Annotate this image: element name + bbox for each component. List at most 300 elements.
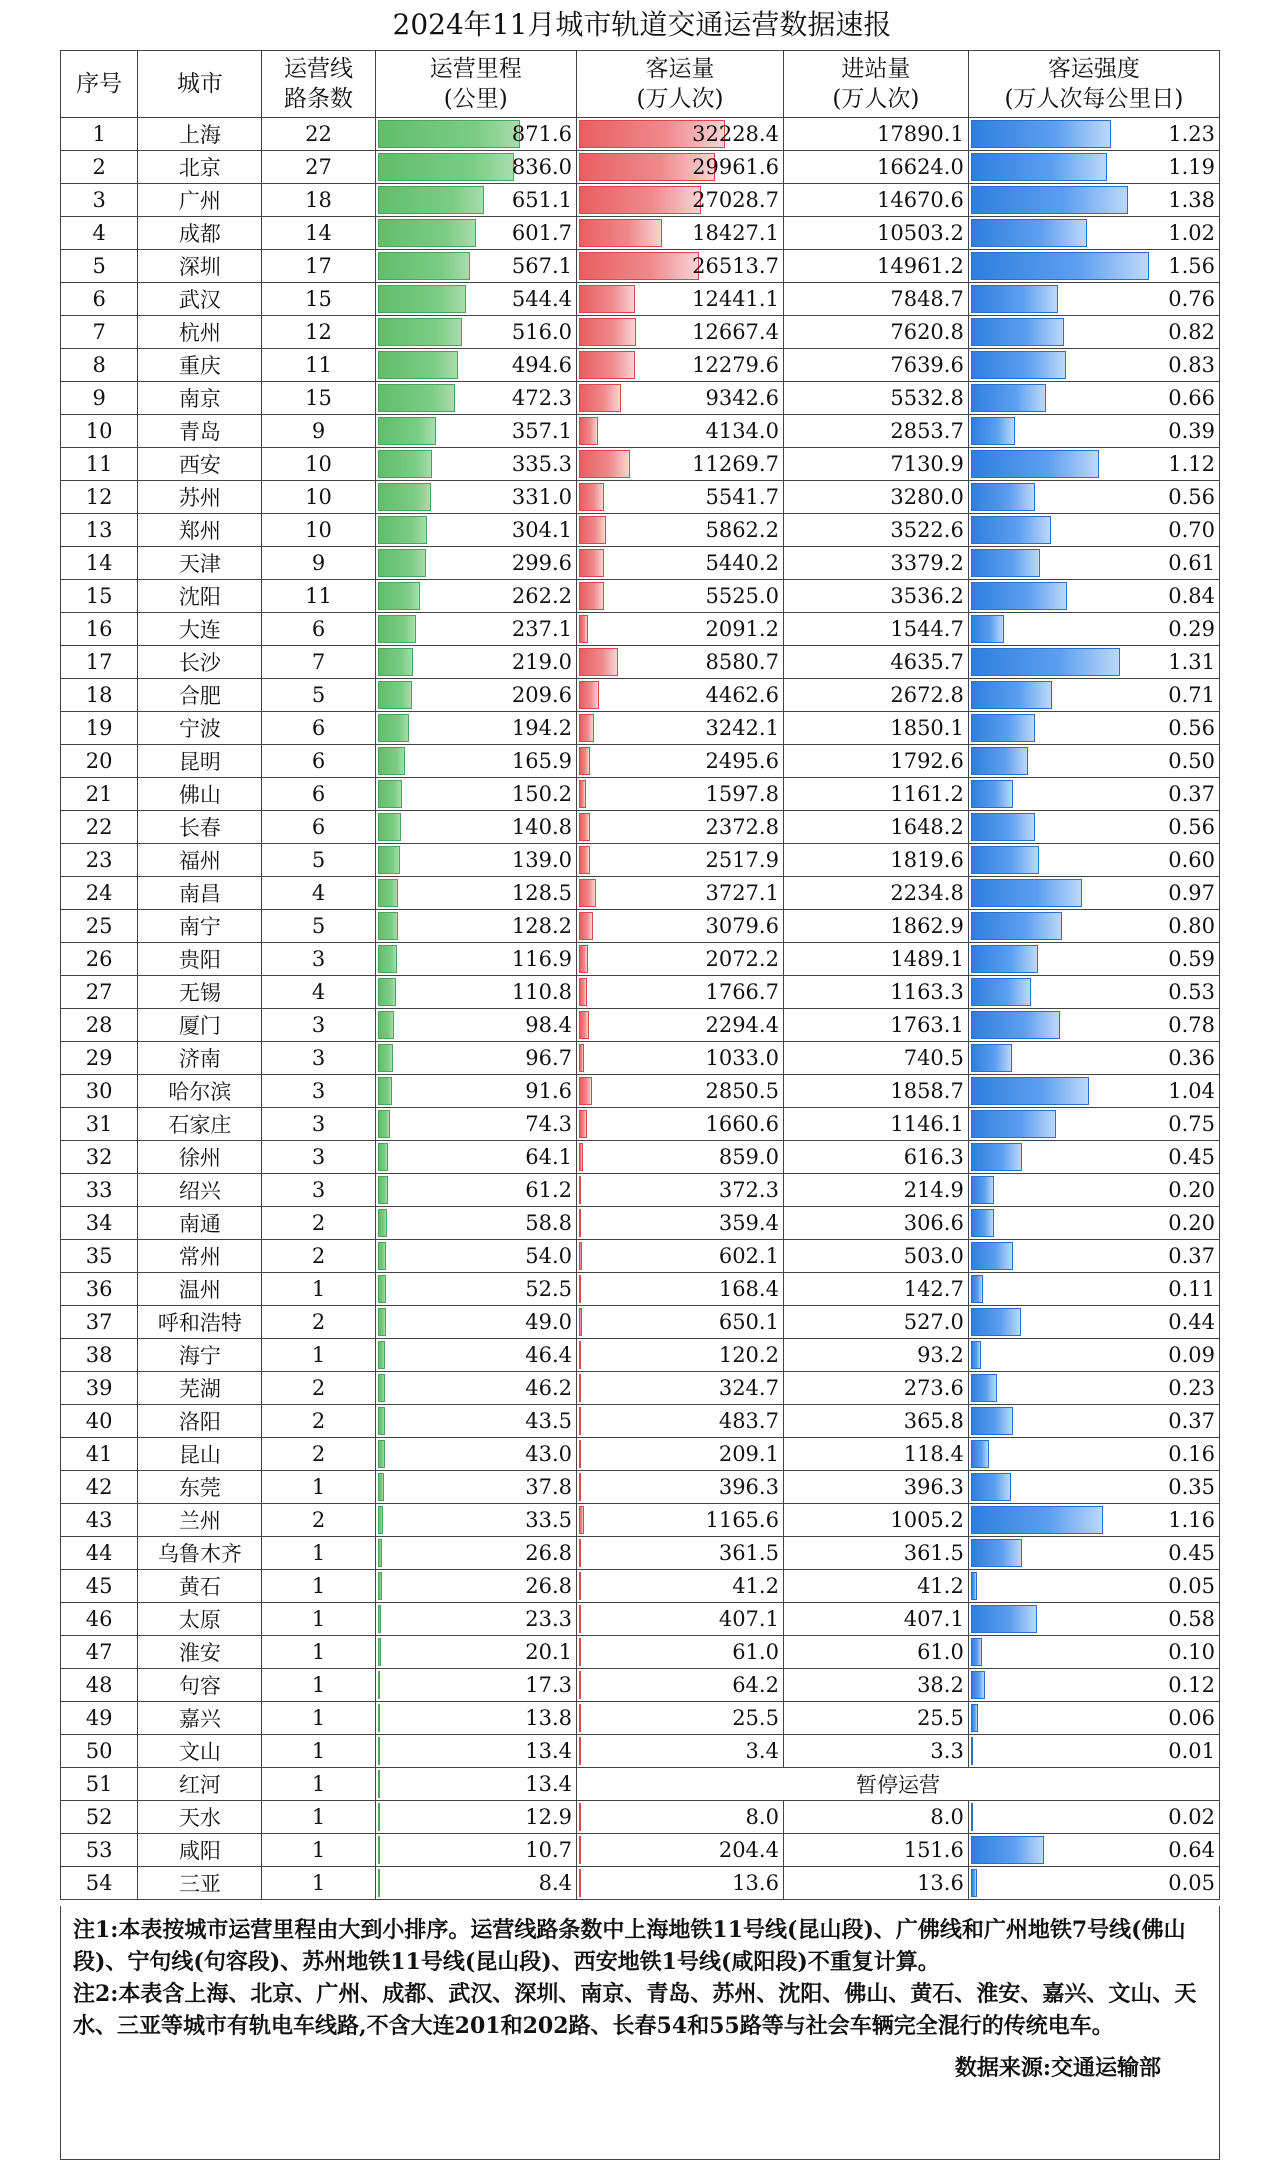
mileage-bar xyxy=(378,1737,380,1765)
table-row xyxy=(61,481,1220,514)
intensity-bar xyxy=(971,813,1035,841)
intensity-bar xyxy=(971,681,1052,709)
intensity-value: 1.56 xyxy=(1168,254,1215,278)
passenger-value: 61.0 xyxy=(732,1640,779,1664)
row-city: 咸阳 xyxy=(138,1834,262,1867)
passenger-bar xyxy=(579,1143,583,1171)
intensity-cell xyxy=(968,1174,1219,1207)
passenger-value: 29961.6 xyxy=(692,155,779,179)
row-index: 43 xyxy=(61,1504,138,1537)
intensity-cell xyxy=(968,1141,1219,1174)
intensity-cell xyxy=(968,250,1219,283)
passenger-value: 2850.5 xyxy=(705,1079,779,1103)
table-row xyxy=(61,679,1220,712)
table-row xyxy=(61,613,1220,646)
row-index: 20 xyxy=(61,745,138,778)
mileage-cell xyxy=(375,1339,576,1372)
row-city: 成都 xyxy=(138,217,262,250)
passenger-value: 120.2 xyxy=(718,1343,779,1367)
mileage-bar xyxy=(378,1638,381,1666)
mileage-bar xyxy=(378,450,433,478)
passenger-value: 18427.1 xyxy=(692,221,779,245)
row-entry: 7130.9 xyxy=(783,448,968,481)
passenger-value: 5440.2 xyxy=(705,551,779,575)
passenger-value: 1660.6 xyxy=(705,1112,779,1136)
passenger-value: 26513.7 xyxy=(692,254,779,278)
intensity-value: 0.78 xyxy=(1168,1013,1215,1037)
intensity-value: 0.29 xyxy=(1168,617,1215,641)
intensity-value: 0.20 xyxy=(1168,1178,1215,1202)
row-entry: 527.0 xyxy=(783,1306,968,1339)
table-row xyxy=(61,1669,1220,1702)
row-entry: 740.5 xyxy=(783,1042,968,1075)
intensity-bar xyxy=(971,1473,1011,1501)
passenger-value: 3079.6 xyxy=(705,914,779,938)
intensity-value: 0.84 xyxy=(1168,584,1215,608)
intensity-bar xyxy=(971,1572,977,1600)
mileage-bar xyxy=(378,1143,388,1171)
row-lines: 10 xyxy=(262,448,375,481)
intensity-value: 0.02 xyxy=(1168,1805,1215,1829)
mileage-cell xyxy=(375,250,576,283)
passenger-cell xyxy=(577,1339,784,1372)
passenger-bar xyxy=(579,1704,581,1732)
table-row xyxy=(61,1240,1220,1273)
mileage-value: 299.6 xyxy=(511,551,572,575)
mileage-value: 331.0 xyxy=(511,485,572,509)
row-city: 郑州 xyxy=(138,514,262,547)
row-lines: 2 xyxy=(262,1306,375,1339)
table-row xyxy=(61,1372,1220,1405)
table-row xyxy=(61,1075,1220,1108)
passenger-cell xyxy=(577,184,784,217)
row-index: 17 xyxy=(61,646,138,679)
row-lines: 3 xyxy=(262,1141,375,1174)
passenger-value: 9342.6 xyxy=(705,386,779,410)
mileage-bar xyxy=(378,153,514,181)
mileage-bar xyxy=(378,846,401,874)
mileage-bar xyxy=(378,1440,385,1468)
intensity-bar xyxy=(971,384,1046,412)
mileage-cell xyxy=(375,1537,576,1570)
passenger-bar xyxy=(579,1539,581,1567)
passenger-cell xyxy=(577,646,784,679)
row-entry: 1763.1 xyxy=(783,1009,968,1042)
data-source: 数据来源:交通运输部 xyxy=(954,2055,1161,2081)
table-row xyxy=(61,580,1220,613)
passenger-value: 1597.8 xyxy=(705,782,779,806)
intensity-bar xyxy=(971,648,1120,676)
intensity-cell xyxy=(968,1504,1219,1537)
mileage-bar xyxy=(378,1374,386,1402)
passenger-bar xyxy=(579,1440,581,1468)
intensity-cell xyxy=(968,580,1219,613)
intensity-cell xyxy=(968,811,1219,844)
header-mileage: 运营里程 (公里) xyxy=(375,51,576,118)
intensity-value: 0.23 xyxy=(1168,1376,1215,1400)
intensity-value: 0.39 xyxy=(1168,419,1215,443)
mileage-value: 17.3 xyxy=(525,1673,572,1697)
row-index: 2 xyxy=(61,151,138,184)
passenger-cell xyxy=(577,1207,784,1240)
mileage-value: 544.4 xyxy=(511,287,572,311)
intensity-cell xyxy=(968,382,1219,415)
row-lines: 9 xyxy=(262,547,375,580)
intensity-value: 0.56 xyxy=(1168,485,1215,509)
mileage-cell xyxy=(375,415,576,448)
mileage-bar xyxy=(378,1473,384,1501)
row-entry: 7848.7 xyxy=(783,283,968,316)
passenger-cell xyxy=(577,976,784,1009)
row-index: 7 xyxy=(61,316,138,349)
mileage-value: 43.5 xyxy=(525,1409,572,1433)
intensity-bar xyxy=(971,879,1082,907)
intensity-cell xyxy=(968,1702,1219,1735)
passenger-cell xyxy=(577,1306,784,1339)
mileage-value: 37.8 xyxy=(525,1475,572,1499)
mileage-bar xyxy=(378,1506,383,1534)
mileage-cell xyxy=(375,1273,576,1306)
row-lines: 2 xyxy=(262,1504,375,1537)
intensity-value: 0.66 xyxy=(1168,386,1215,410)
passenger-cell xyxy=(577,415,784,448)
intensity-cell xyxy=(968,1834,1219,1867)
intensity-value: 0.60 xyxy=(1168,848,1215,872)
intensity-cell xyxy=(968,1207,1219,1240)
passenger-cell xyxy=(577,1801,784,1834)
row-index: 40 xyxy=(61,1405,138,1438)
mileage-bar xyxy=(378,285,467,313)
passenger-value: 2294.4 xyxy=(705,1013,779,1037)
row-lines: 1 xyxy=(262,1834,375,1867)
passenger-bar xyxy=(579,351,635,379)
intensity-bar xyxy=(971,1836,1044,1864)
mileage-bar xyxy=(378,1704,380,1732)
mileage-value: 601.7 xyxy=(511,221,572,245)
row-lines: 6 xyxy=(262,613,375,646)
row-city: 天水 xyxy=(138,1801,262,1834)
row-entry: 396.3 xyxy=(783,1471,968,1504)
row-city: 昆山 xyxy=(138,1438,262,1471)
row-city: 兰州 xyxy=(138,1504,262,1537)
mileage-value: 836.0 xyxy=(511,155,572,179)
table-row xyxy=(61,712,1220,745)
passenger-value: 2372.8 xyxy=(705,815,779,839)
intensity-cell xyxy=(968,1471,1219,1504)
table-row xyxy=(61,1603,1220,1636)
table-row xyxy=(61,1768,1220,1801)
row-index: 47 xyxy=(61,1636,138,1669)
mileage-cell xyxy=(375,481,576,514)
intensity-bar xyxy=(971,978,1031,1006)
row-entry: 5532.8 xyxy=(783,382,968,415)
passenger-bar xyxy=(579,1836,581,1864)
header-lines: 运营线 路条数 xyxy=(262,51,375,118)
intensity-cell xyxy=(968,514,1219,547)
passenger-bar xyxy=(579,516,606,544)
mileage-cell xyxy=(375,349,576,382)
row-lines: 15 xyxy=(262,382,375,415)
row-entry: 25.5 xyxy=(783,1702,968,1735)
passenger-cell xyxy=(577,1834,784,1867)
intensity-cell xyxy=(968,1273,1219,1306)
passenger-value: 1033.0 xyxy=(705,1046,779,1070)
mileage-cell xyxy=(375,1438,576,1471)
row-lines: 1 xyxy=(262,1867,375,1900)
header-idx: 序号 xyxy=(61,51,138,118)
row-lines: 10 xyxy=(262,514,375,547)
row-index: 18 xyxy=(61,679,138,712)
data-table xyxy=(60,50,1220,1900)
intensity-bar xyxy=(971,285,1058,313)
intensity-bar xyxy=(971,351,1066,379)
mileage-value: 13.4 xyxy=(525,1739,572,1763)
passenger-value: 13.6 xyxy=(732,1871,779,1895)
intensity-cell xyxy=(968,613,1219,646)
mileage-value: 26.8 xyxy=(525,1541,572,1565)
row-entry: 1792.6 xyxy=(783,745,968,778)
mileage-cell xyxy=(375,1702,576,1735)
passenger-bar xyxy=(579,1110,587,1138)
row-index: 1 xyxy=(61,118,138,151)
row-lines: 27 xyxy=(262,151,375,184)
mileage-cell xyxy=(375,1504,576,1537)
passenger-bar xyxy=(579,747,590,775)
row-lines: 1 xyxy=(262,1669,375,1702)
table-row xyxy=(61,1339,1220,1372)
table-row xyxy=(61,811,1220,844)
mileage-bar xyxy=(378,1572,382,1600)
intensity-cell xyxy=(968,844,1219,877)
passenger-cell xyxy=(577,910,784,943)
row-index: 26 xyxy=(61,943,138,976)
passenger-value: 2517.9 xyxy=(705,848,779,872)
passenger-value: 168.4 xyxy=(718,1277,779,1301)
table-row xyxy=(61,943,1220,976)
passenger-cell xyxy=(577,349,784,382)
mileage-value: 49.0 xyxy=(525,1310,572,1334)
mileage-bar xyxy=(378,1836,380,1864)
row-lines: 14 xyxy=(262,217,375,250)
mileage-cell xyxy=(375,1636,576,1669)
intensity-value: 0.64 xyxy=(1168,1838,1215,1862)
row-index: 41 xyxy=(61,1438,138,1471)
row-lines: 5 xyxy=(262,679,375,712)
row-entry: 407.1 xyxy=(783,1603,968,1636)
row-lines: 1 xyxy=(262,1636,375,1669)
mileage-value: 567.1 xyxy=(511,254,572,278)
row-lines: 15 xyxy=(262,283,375,316)
row-city: 黄石 xyxy=(138,1570,262,1603)
row-index: 34 xyxy=(61,1207,138,1240)
intensity-value: 0.20 xyxy=(1168,1211,1215,1235)
passenger-bar xyxy=(579,483,604,511)
row-lines: 1 xyxy=(262,1273,375,1306)
mileage-bar xyxy=(378,780,402,808)
passenger-value: 5525.0 xyxy=(705,584,779,608)
intensity-cell xyxy=(968,1438,1219,1471)
passenger-bar xyxy=(579,1803,581,1831)
passenger-cell xyxy=(577,613,784,646)
row-city: 文山 xyxy=(138,1735,262,1768)
passenger-bar xyxy=(579,1407,581,1435)
intensity-bar xyxy=(971,780,1013,808)
passenger-bar xyxy=(579,549,604,577)
mileage-bar xyxy=(378,1869,380,1897)
mileage-value: 209.6 xyxy=(511,683,572,707)
mileage-cell xyxy=(375,1108,576,1141)
mileage-value: 472.3 xyxy=(511,386,572,410)
row-entry: 2234.8 xyxy=(783,877,968,910)
intensity-cell xyxy=(968,1306,1219,1339)
row-city: 徐州 xyxy=(138,1141,262,1174)
mileage-cell xyxy=(375,184,576,217)
row-index: 8 xyxy=(61,349,138,382)
intensity-cell xyxy=(968,1636,1219,1669)
table-row xyxy=(61,976,1220,1009)
table-row xyxy=(61,349,1220,382)
intensity-value: 0.75 xyxy=(1168,1112,1215,1136)
passenger-value: 12667.4 xyxy=(692,320,779,344)
row-index: 32 xyxy=(61,1141,138,1174)
intensity-cell xyxy=(968,679,1219,712)
passenger-cell xyxy=(577,877,784,910)
row-entry: 616.3 xyxy=(783,1141,968,1174)
mileage-bar xyxy=(378,978,396,1006)
intensity-bar xyxy=(971,945,1038,973)
mileage-value: 26.8 xyxy=(525,1574,572,1598)
mileage-cell xyxy=(375,679,576,712)
row-lines: 22 xyxy=(262,118,375,151)
intensity-bar xyxy=(971,1506,1103,1534)
intensity-cell xyxy=(968,1405,1219,1438)
table-row xyxy=(61,1867,1220,1900)
row-index: 25 xyxy=(61,910,138,943)
row-lines: 6 xyxy=(262,745,375,778)
intensity-bar xyxy=(971,1242,1013,1270)
row-city: 武汉 xyxy=(138,283,262,316)
intensity-value: 0.70 xyxy=(1168,518,1215,542)
row-city: 洛阳 xyxy=(138,1405,262,1438)
row-index: 37 xyxy=(61,1306,138,1339)
mileage-value: 52.5 xyxy=(525,1277,572,1301)
row-entry: 3.3 xyxy=(783,1735,968,1768)
passenger-value: 32228.4 xyxy=(692,122,779,146)
mileage-bar xyxy=(378,1605,382,1633)
mileage-bar xyxy=(378,681,412,709)
row-entry: 2672.8 xyxy=(783,679,968,712)
intensity-cell xyxy=(968,1009,1219,1042)
row-city: 芜湖 xyxy=(138,1372,262,1405)
intensity-value: 0.37 xyxy=(1168,1409,1215,1433)
row-lines: 2 xyxy=(262,1207,375,1240)
mileage-bar xyxy=(378,384,455,412)
passenger-value: 1766.7 xyxy=(705,980,779,1004)
passenger-bar xyxy=(579,1638,581,1666)
intensity-cell xyxy=(968,283,1219,316)
intensity-bar xyxy=(971,1704,978,1732)
row-city: 昆明 xyxy=(138,745,262,778)
header-passenger: 客运量 (万人次) xyxy=(577,51,784,118)
intensity-value: 1.31 xyxy=(1168,650,1215,674)
table-row xyxy=(61,1438,1220,1471)
intensity-cell xyxy=(968,1075,1219,1108)
passenger-value: 5541.7 xyxy=(705,485,779,509)
row-city: 句容 xyxy=(138,1669,262,1702)
row-entry: 14961.2 xyxy=(783,250,968,283)
intensity-cell xyxy=(968,910,1219,943)
row-lines: 2 xyxy=(262,1438,375,1471)
passenger-bar xyxy=(579,1011,589,1039)
row-city: 大连 xyxy=(138,613,262,646)
mileage-cell xyxy=(375,1768,576,1801)
note-1: 注1:本表按城市运营里程由大到小排序。运营线路条数中上海地铁11号线(昆山段)、广佛线和广州地铁7号线(佛山段)、宁句线(句容段)、苏州地铁11号线(昆山段)、西安地铁1号线(咸阳段)不重复计算。 xyxy=(73,1917,1186,1975)
row-city: 佛山 xyxy=(138,778,262,811)
intensity-bar xyxy=(971,1539,1022,1567)
passenger-bar xyxy=(579,1242,582,1270)
intensity-cell xyxy=(968,1669,1219,1702)
mileage-bar xyxy=(378,186,484,214)
row-entry: 1648.2 xyxy=(783,811,968,844)
row-city: 海宁 xyxy=(138,1339,262,1372)
mileage-bar xyxy=(378,351,459,379)
passenger-value: 407.1 xyxy=(718,1607,779,1631)
passenger-bar xyxy=(579,1671,581,1699)
row-city: 南昌 xyxy=(138,877,262,910)
intensity-bar xyxy=(971,1077,1090,1105)
mileage-value: 8.4 xyxy=(538,1871,572,1895)
mileage-bar xyxy=(378,714,410,742)
passenger-cell xyxy=(577,316,784,349)
row-index: 11 xyxy=(61,448,138,481)
intensity-value: 1.19 xyxy=(1168,155,1215,179)
row-lines: 5 xyxy=(262,844,375,877)
intensity-value: 0.10 xyxy=(1168,1640,1215,1664)
mileage-value: 12.9 xyxy=(525,1805,572,1829)
row-city: 南宁 xyxy=(138,910,262,943)
row-index: 16 xyxy=(61,613,138,646)
row-city: 宁波 xyxy=(138,712,262,745)
row-city: 石家庄 xyxy=(138,1108,262,1141)
row-lines: 6 xyxy=(262,811,375,844)
passenger-value: 12279.6 xyxy=(692,353,779,377)
row-lines: 5 xyxy=(262,910,375,943)
intensity-value: 0.45 xyxy=(1168,1145,1215,1169)
passenger-cell xyxy=(577,1603,784,1636)
row-city: 天津 xyxy=(138,547,262,580)
row-lines: 1 xyxy=(262,1537,375,1570)
row-entry: 3379.2 xyxy=(783,547,968,580)
passenger-bar xyxy=(579,285,635,313)
mileage-cell xyxy=(375,877,576,910)
intensity-cell xyxy=(968,118,1219,151)
intensity-bar xyxy=(971,120,1111,148)
intensity-cell xyxy=(968,943,1219,976)
mileage-bar xyxy=(378,1539,382,1567)
row-city: 长春 xyxy=(138,811,262,844)
row-index: 22 xyxy=(61,811,138,844)
intensity-bar xyxy=(971,1143,1022,1171)
intensity-cell xyxy=(968,547,1219,580)
row-entry: 273.6 xyxy=(783,1372,968,1405)
row-lines: 1 xyxy=(262,1471,375,1504)
intensity-value: 0.76 xyxy=(1168,287,1215,311)
intensity-value: 0.97 xyxy=(1168,881,1215,905)
mileage-bar xyxy=(378,1275,387,1303)
mileage-bar xyxy=(378,1077,393,1105)
table-row xyxy=(61,1834,1220,1867)
row-entry: 3522.6 xyxy=(783,514,968,547)
